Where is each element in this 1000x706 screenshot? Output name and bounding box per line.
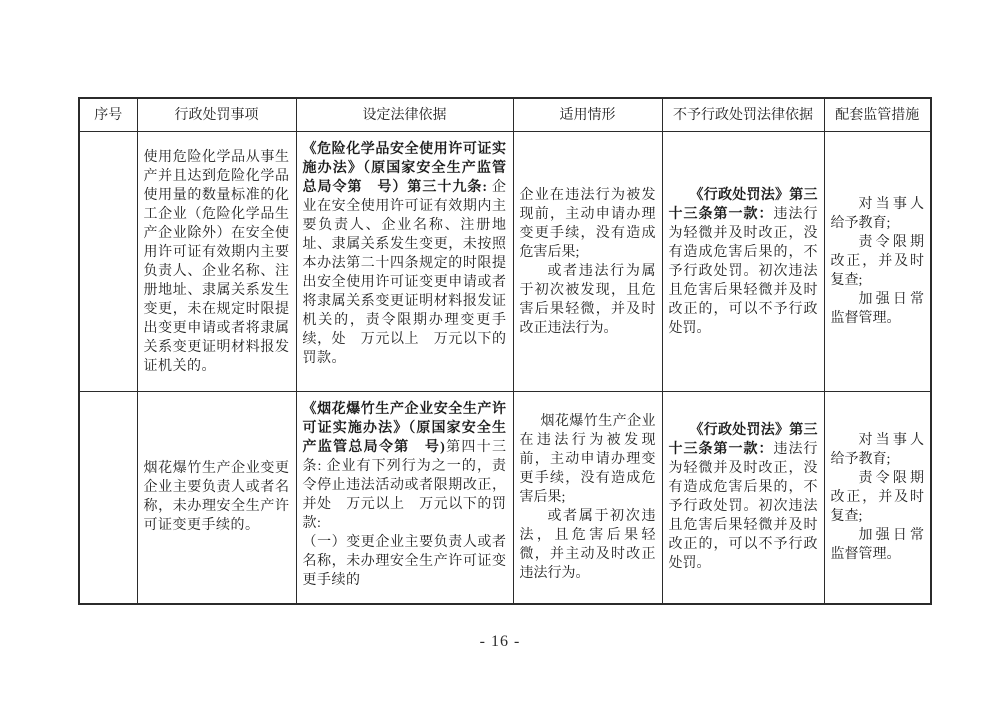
legal-basis-body: 第四十三条: 企业有下列行为之一的，责令停止违法活动或者限期改正，并处 万元以上 万元以下的罚款: bbox=[302, 440, 507, 531]
header-applicable-situation: 适用情形 bbox=[513, 98, 662, 132]
matter-text: 使用危险化学品从事生产并且达到危险化学品使用量的数量标准的化工企业（危险化学品生产企业除外）在安全使用许可证有效期内主要负责人、企业名称、注册地址、隶属关系发生变更，未在规定时限提出变更申请或者将隶属关系变更证明材料报发证机关的。 bbox=[143, 149, 290, 374]
situation-paragraph: 烟花爆竹生产企业在违法行为被发现前，主动申请办理变更手续，没有造成危害后果; bbox=[519, 413, 656, 505]
header-penalty-matter: 行政处罚事项 bbox=[137, 98, 296, 132]
legal-basis-body: 企业在安全使用许可证有效期内主要负责人、企业名称、注册地址、隶属关系发生变更，未按照本办法第二十四条规定的时限提出安全使用许可证变更申请或者将隶属关系变更证明材料报发证机关的，责令限期办理变更手续，处 万元以上 万元以下的罚款。 bbox=[302, 180, 507, 366]
no-penalty-body: 违法行为轻微并及时改正，没有造成危害后果的，不予行政处罚。初次违法且危害后果轻微并及时改正的，可以不予行政处罚。 bbox=[668, 206, 818, 336]
penalty-table bbox=[78, 97, 932, 605]
cell-applicable-situation bbox=[513, 392, 662, 604]
cell-no-penalty-basis bbox=[662, 132, 824, 392]
table-row bbox=[79, 132, 931, 392]
situation-paragraph: 企业在违法行为被发现前，主动申请办理变更手续，没有造成危害后果; bbox=[519, 187, 656, 260]
legal-basis-citation: 《烟花爆竹生产企业安全生产许可证实施办法》（原国家安全生产监管总局令第 号) bbox=[302, 402, 507, 455]
cell-penalty-matter bbox=[137, 132, 296, 392]
situation-paragraph: 或者违法行为属于初次被发现，且危害后果轻微，并及时改正违法行为。 bbox=[519, 263, 656, 336]
measure-paragraph: 责令限期改正，并及时复查; bbox=[830, 235, 924, 288]
cell-seq bbox=[79, 132, 137, 392]
measure-paragraph: 责令限期改正，并及时复查; bbox=[830, 470, 924, 524]
situation-paragraph: 或者属于初次违法，且危害后果轻微，并主动及时改正违法行为。 bbox=[519, 508, 656, 581]
no-penalty-body: 违法行为轻微并及时改正，没有造成危害后果的，不予行政处罚。初次违法且危害后果轻微并及时改正的，可以不予行政处罚。 bbox=[668, 442, 818, 572]
table-row bbox=[79, 392, 931, 604]
no-penalty-text bbox=[669, 186, 818, 338]
legal-basis-item: （一）变更企业主要负责人或者名称，未办理安全生产许可证变更手续的 bbox=[302, 535, 507, 588]
header-legal-basis: 设定法律依据 bbox=[296, 98, 513, 132]
cell-legal-basis bbox=[296, 132, 513, 392]
cell-penalty-matter bbox=[137, 392, 296, 604]
table-header-row bbox=[79, 98, 931, 132]
measure-paragraph: 对当事人给予教育; bbox=[830, 432, 924, 467]
legal-basis-text bbox=[303, 400, 507, 533]
legal-basis-text bbox=[303, 140, 507, 368]
no-penalty-citation: 《行政处罚法》第三十三条第一款： bbox=[668, 187, 818, 222]
measure-paragraph: 加强日常监督管理。 bbox=[830, 527, 924, 562]
legal-basis-citation: 《危险化学品安全使用许可证实施办法》（原国家安全生产监管总局令第 号）第三十九条: bbox=[302, 142, 507, 195]
measure-paragraph: 对当事人给予教育; bbox=[830, 197, 924, 231]
cell-seq bbox=[79, 392, 137, 604]
cell-supervision-measures bbox=[824, 392, 931, 604]
no-penalty-citation: 《行政处罚法》第三十三条第一款： bbox=[668, 423, 818, 458]
matter-text: 烟花爆竹生产企业变更企业主要负责人或者名称，未办理安全生产许可证变更手续的。 bbox=[143, 461, 290, 534]
header-seq: 序号 bbox=[79, 98, 137, 132]
header-supervision-measures: 配套监管措施 bbox=[824, 98, 931, 132]
measure-paragraph: 加强日常监督管理。 bbox=[830, 292, 924, 326]
no-penalty-text bbox=[669, 421, 818, 573]
cell-legal-basis bbox=[296, 392, 513, 604]
header-no-penalty-basis: 不予行政处罚法律依据 bbox=[662, 98, 824, 132]
cell-applicable-situation bbox=[513, 132, 662, 392]
page-number: - 16 - bbox=[479, 633, 521, 650]
cell-supervision-measures bbox=[824, 132, 931, 392]
cell-no-penalty-basis bbox=[662, 392, 824, 604]
